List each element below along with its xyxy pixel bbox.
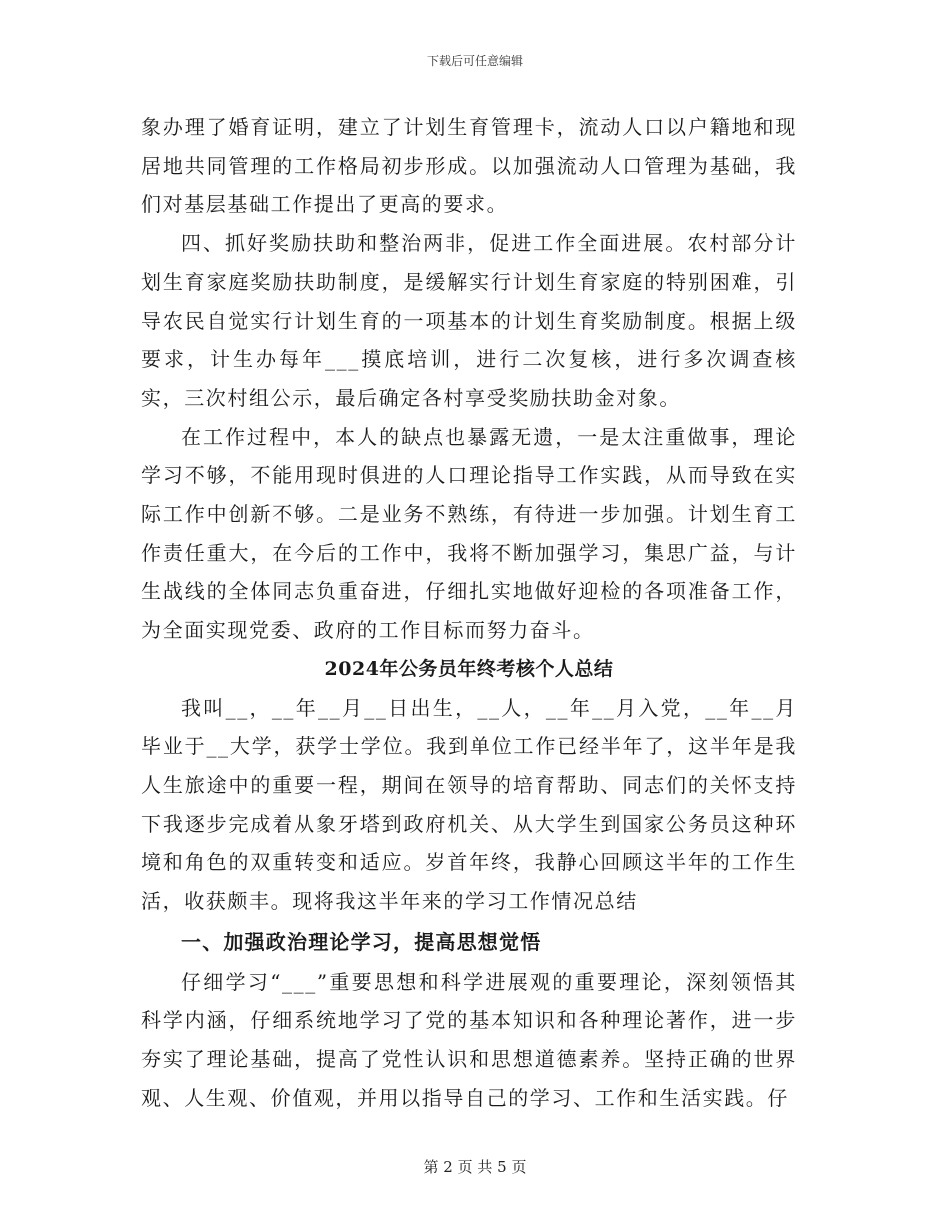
document-title: 2024年公务员年终考核个人总结 [324,657,614,680]
paragraph-introduction: 我叫__，__年__月__日出生，__人，__年__月入党，__年__月毕业于__大学，获学士学位。我到单位工作已经半年了，这半年是我人生旅途中的重要一程，期间在领导的培育帮助、同志们的关怀支持下我逐步完成着从象牙塔到政府机关、从大学生到国家公务员这种环境和角色的双重转变和适应。岁首年终，我静心回顾这半年的工作生活，收获颇丰。现将我这半年来的学习工作情况总结 [141,695,797,914]
paragraph-section-four: 四、抓好奖励扶助和整治两非，促进工作全面进展。农村部分计划生育家庭奖励扶助制度，是缓解实行计划生育家庭的特别困难，引导农民自觉实行计划生育的一项基本的计划生育奖励制度。根据上级要求，计生办每年___摸底培训，进行二次复核，进行多次调查核实，三次村组公示，最后确定各村享受奖励扶助金对象。 [141,231,797,410]
paragraph-continuation: 象办理了婚育证明，建立了计划生育管理卡，流动人口以户籍地和现居地共同管理的工作格局初步形成。以加强流动人口管理为基础，我们对基层基础工作提出了更高的要求。 [141,115,797,217]
section-heading-one: 一、加强政治理论学习，提高思想觉悟 [181,929,542,954]
paragraph-shortcomings: 在工作过程中，本人的缺点也暴露无遗，一是太注重做事，理论学习不够，不能用现时俱进的人口理论指导工作实践，从而导致在实际工作中创新不够。二是业务不熟练，有待进一步加强。计划生育工作责任重大，在今后的工作中，我将不断加强学习，集思广益，与计生战线的全体同志负重奋进，仔细扎实地做好迎检的各项准备工作，为全面实现党委、政府的工作目标而努力奋斗。 [141,424,797,643]
document-body [141,108,797,1118]
page-number: 第 2 页 共 5 页 [423,1158,527,1176]
page-header-note: 下载后可任意编辑 [426,54,523,68]
paragraph-political-study: 仔细学习“___”重要思想和科学进展观的重要理论，深刻领悟其科学内涵，仔细系统地学习了党的基本知识和各种理论著作，进一步夯实了理论基础，提高了党性认识和思想道德素养。坚持正确的世界观、人生观、价值观，并用以指导自己的学习、工作和生活实践。仔 [141,969,797,1110]
